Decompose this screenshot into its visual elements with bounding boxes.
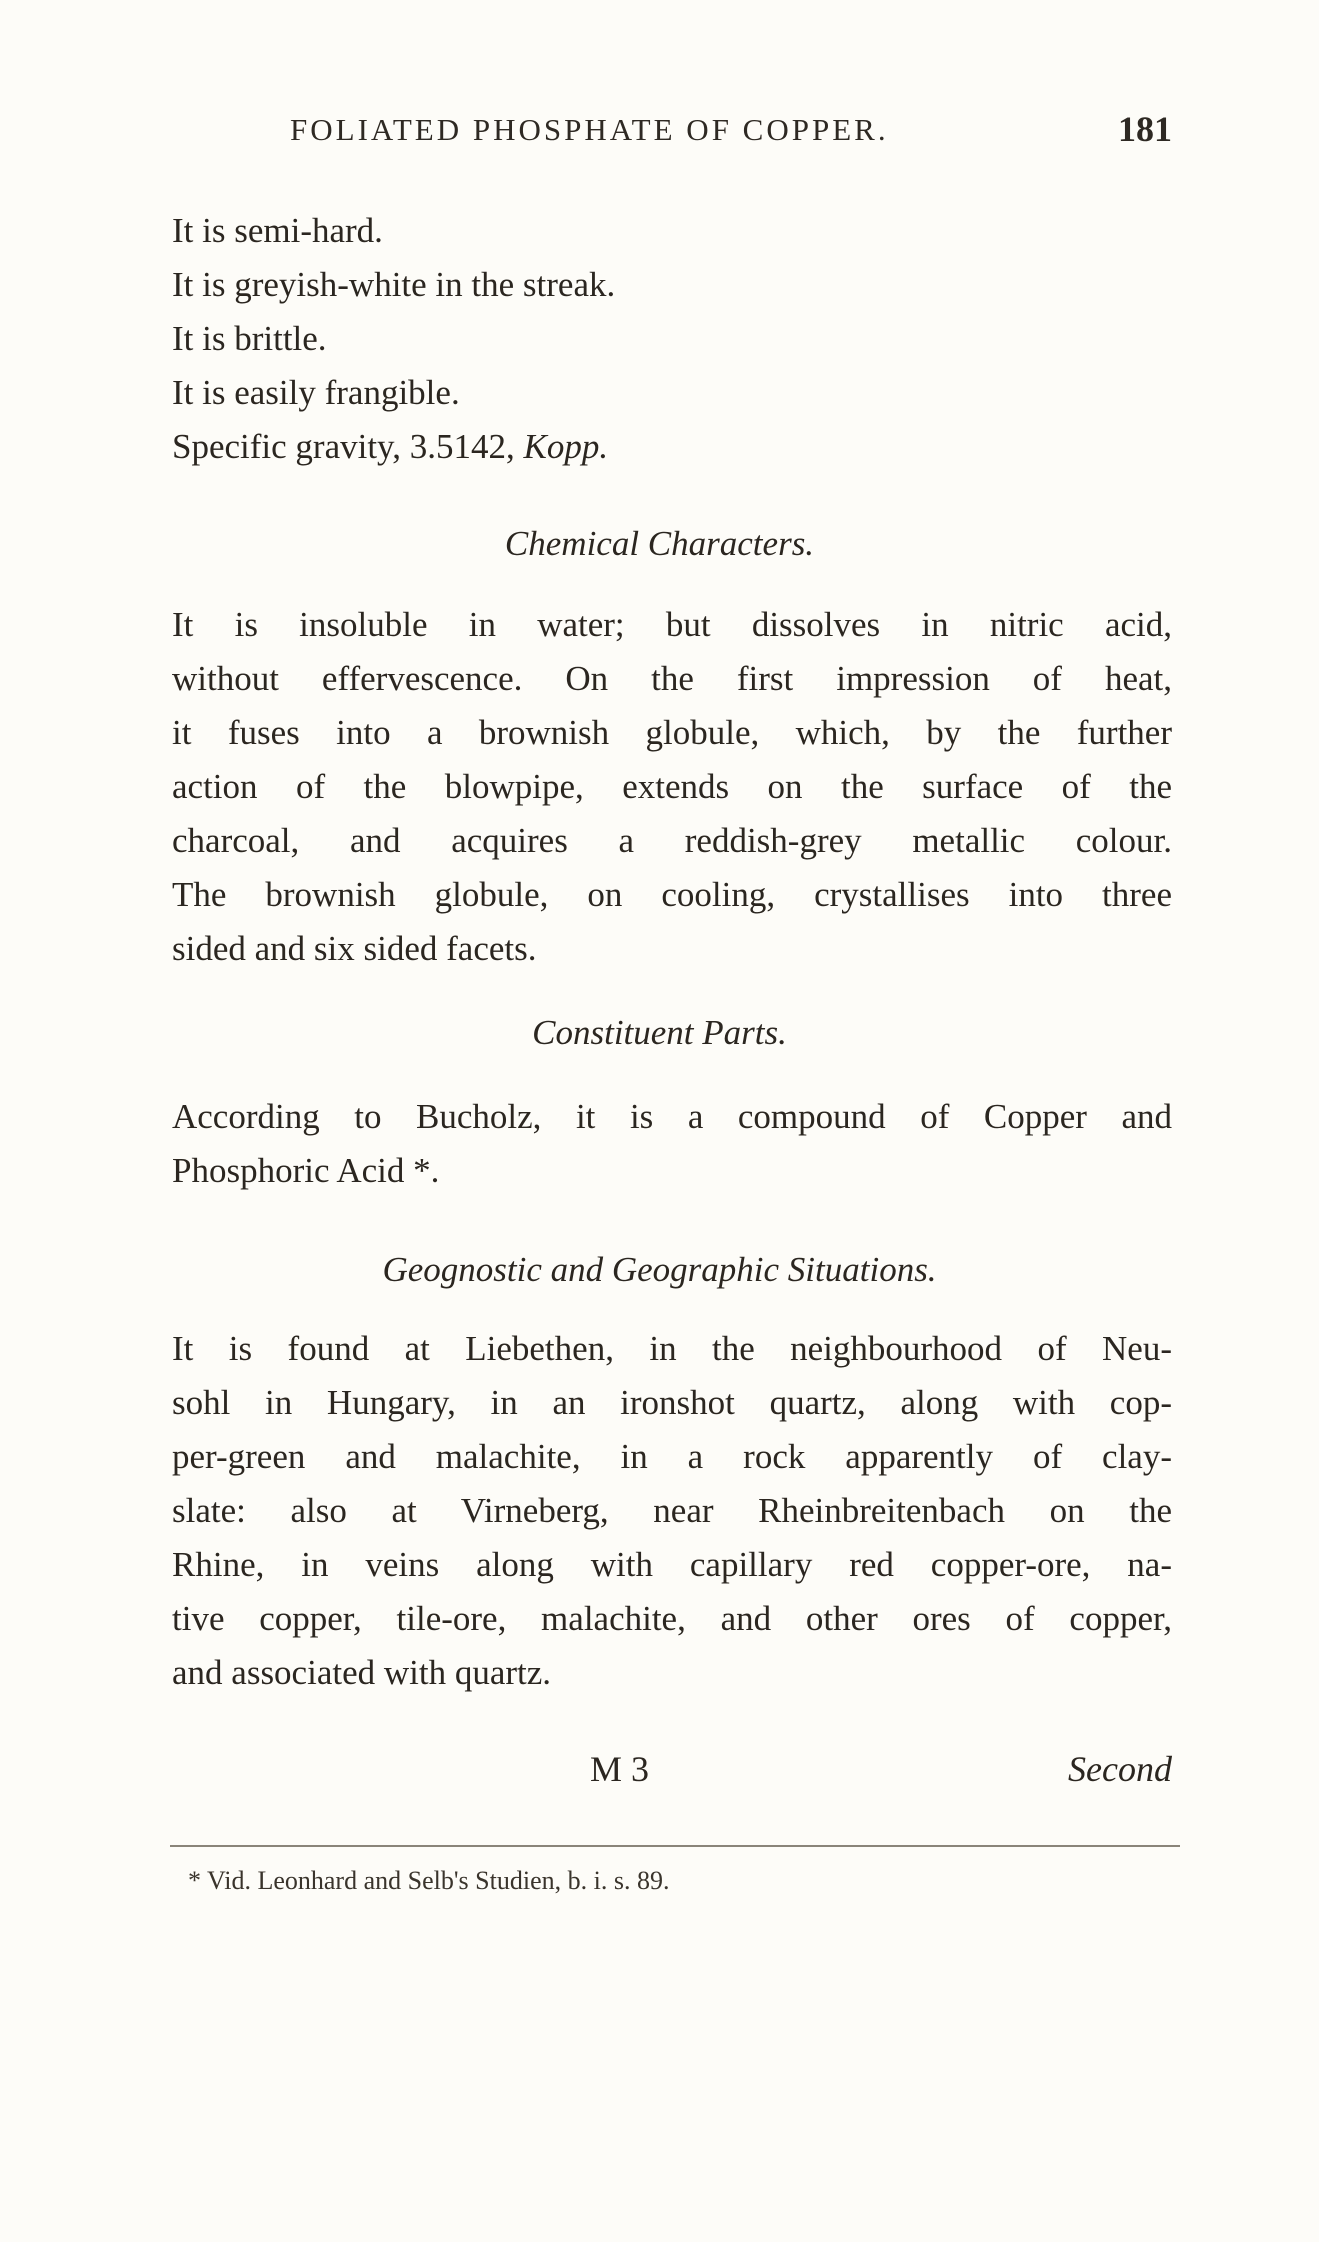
paragraph-line: slate: also at Virneberg, near Rheinbreitenbach on the — [172, 1491, 1172, 1530]
paragraph-line: sohl in Hungary, in an ironshot quartz, along with cop- — [172, 1383, 1172, 1422]
paragraph-line: The brownish globule, on cooling, crystallises into three — [172, 875, 1172, 914]
paragraph-line: Rhine, in veins along with capillary red copper-ore, na- — [172, 1545, 1172, 1584]
footnote: * Vid. Leonhard and Selb's Studien, b. i. s. 89. — [188, 1866, 670, 1895]
running-title: FOLIATED PHOSPHATE OF COPPER. — [290, 112, 889, 147]
geognostic-situations-paragraph — [172, 1322, 1172, 1700]
geognostic-situations-heading: Geognostic and Geographic Situations. — [382, 1250, 937, 1289]
chemical-characters-paragraph — [172, 598, 1172, 976]
page-footer — [172, 1748, 1172, 1798]
catchword: Second — [1068, 1749, 1172, 1789]
paragraph-line: per-green and malachite, in a rock apparently of clay- — [172, 1437, 1172, 1476]
property-line: It is greyish-white in the streak. — [172, 265, 616, 304]
paragraph-line: it fuses into a brownish globule, which, by the further — [172, 713, 1172, 752]
footnote-rule — [170, 1845, 1180, 1847]
physical-properties — [172, 204, 1172, 474]
paragraph-line: charcoal, and acquires a reddish-grey metallic colour. — [172, 821, 1172, 860]
paragraph-line: It is found at Liebethen, in the neighbourhood of Neu- — [172, 1329, 1172, 1368]
specific-gravity-label: Specific gravity, 3.5142, — [172, 427, 515, 466]
specific-gravity-authority: Kopp. — [523, 427, 609, 466]
signature-mark: M 3 — [590, 1749, 650, 1789]
paragraph-line: According to Bucholz, it is a compound of Copper and — [172, 1097, 1172, 1136]
paragraph-line: and associated with quartz. — [172, 1653, 552, 1692]
page-header — [290, 109, 1190, 162]
paragraph-line: Phosphoric Acid *. — [172, 1151, 440, 1190]
paragraph-line: without effervescence. On the first impression of heat, — [172, 659, 1172, 698]
constituent-parts-heading: Constituent Parts. — [532, 1013, 787, 1052]
paragraph-line: tive copper, tile-ore, malachite, and other ores of copper, — [172, 1599, 1172, 1638]
property-line: It is easily frangible. — [172, 373, 460, 412]
constituent-parts-paragraph — [172, 1090, 1172, 1198]
paragraph-line: action of the blowpipe, extends on the surface of the — [172, 767, 1172, 806]
property-line: It is semi-hard. — [172, 211, 383, 250]
specific-gravity-line — [172, 420, 1172, 474]
property-line: It is brittle. — [172, 319, 327, 358]
paragraph-line: sided and six sided facets. — [172, 929, 537, 968]
chemical-characters-heading: Chemical Characters. — [504, 524, 815, 563]
page-number: 181 — [1118, 109, 1172, 149]
paragraph-line: It is insoluble in water; but dissolves in nitric acid, — [172, 605, 1172, 644]
